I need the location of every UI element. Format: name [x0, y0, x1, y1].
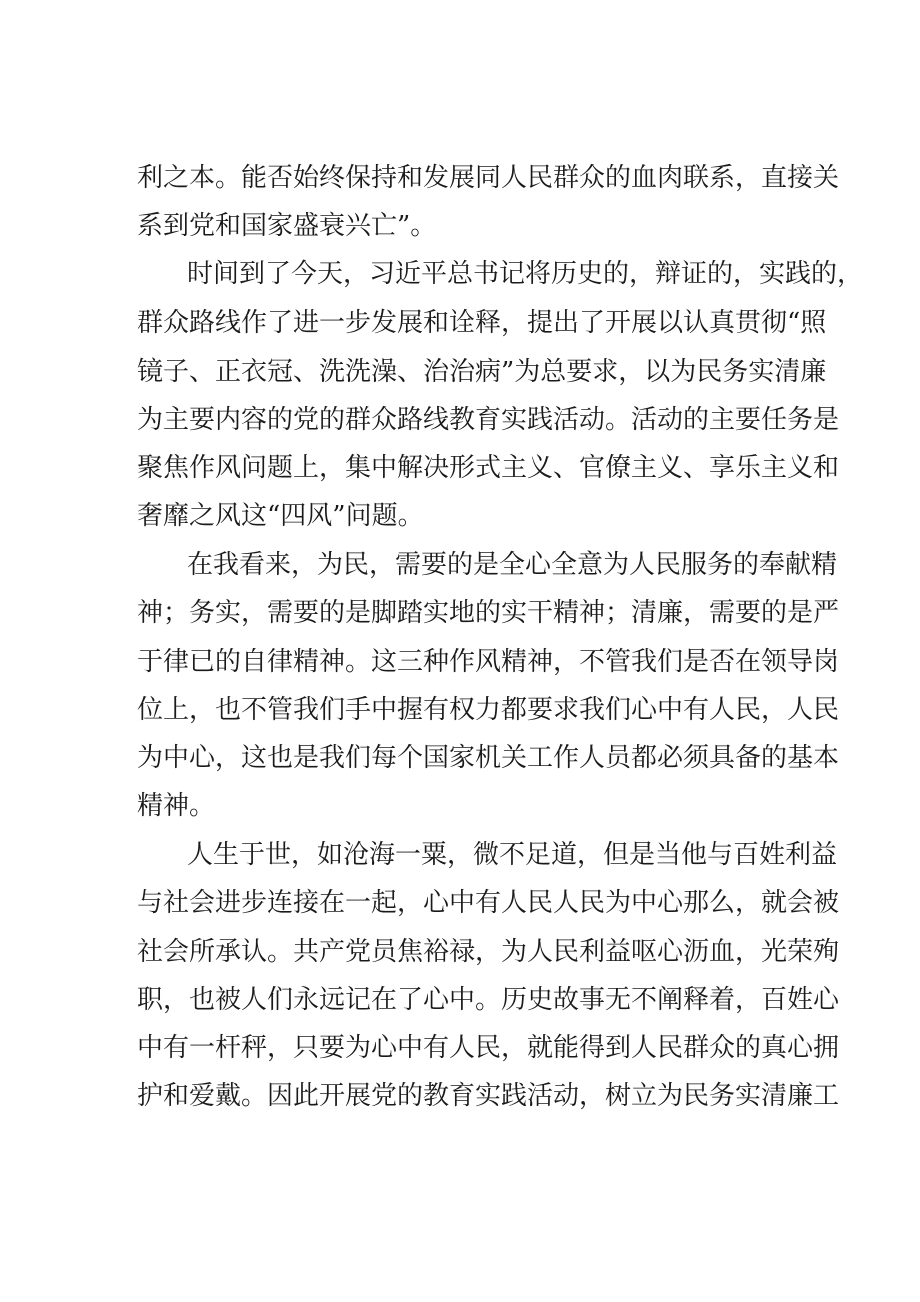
text-line	[0, 835, 920, 875]
line-text: 为主要内容的党的群众路线教育实践活动。活动的主要任务是	[137, 405, 840, 435]
line-text: 护和爱戴。因此开展党的教育实践活动，树立为民务实清廉工	[137, 1081, 840, 1111]
line-text: 社会所承认。共产党员焦裕禄，为人民利益呕心沥血，光荣殉	[137, 937, 840, 967]
text-line	[0, 400, 920, 440]
line-text: 聚焦作风问题上，集中解决形式主义、官僚主义、享乐主义和	[137, 453, 840, 483]
text-line	[0, 738, 920, 778]
text-line	[0, 1076, 920, 1116]
line-text: 职，也被人们永远记在了心中。历史故事无不阐释着，百姓心	[137, 985, 840, 1015]
line-text: 于律已的自律精神。这三种作风精神，不管我们是否在领导岗	[137, 647, 840, 677]
line-text: 人生于世，如沧海一粟，微不足道，但是当他与百姓利益	[187, 840, 838, 870]
line-text: 在我看来，为民，需要的是全心全意为人民服务的奉献精	[187, 550, 838, 580]
text-line	[0, 980, 920, 1020]
text-line	[0, 496, 920, 536]
line-text: 群众路线作了进一步发展和诠释，提出了开展以认真贯彻“照	[137, 308, 827, 338]
line-text: 精神。	[137, 791, 216, 821]
text-line	[0, 932, 920, 972]
text-line	[0, 254, 920, 294]
line-text: 时间到了今天，习近平总书记将历史的，辩证的，实践的，	[187, 259, 864, 289]
text-line	[0, 883, 920, 923]
text-line	[0, 786, 920, 826]
line-text: 为中心，这也是我们每个国家机关工作人员都必须具备的基本	[137, 743, 840, 773]
text-line	[0, 448, 920, 488]
text-line	[0, 690, 920, 730]
line-text: 位上，也不管我们手中握有权力都要求我们心中有人民，人民	[137, 695, 840, 725]
text-line	[0, 158, 920, 198]
text-line	[0, 352, 920, 392]
text-line	[0, 642, 920, 682]
line-text: 奢靡之风这“四风”问题。	[137, 501, 424, 531]
line-text: 中有一杆秤，只要为心中有人民，就能得到人民群众的真心拥	[137, 1033, 840, 1063]
line-text: 神；务实，需要的是脚踏实地的实干精神；清廉，需要的是严	[137, 598, 840, 628]
text-line	[0, 593, 920, 633]
text-line	[0, 206, 920, 246]
line-text: 与社会进步连接在一起，心中有人民人民为中心那么，就会被	[137, 888, 840, 918]
text-line	[0, 545, 920, 585]
line-text: 利之本。能否始终保持和发展同人民群众的血肉联系，直接关	[137, 163, 840, 193]
line-text: 镜子、正衣冠、洗洗澡、治治病”为总要求，以为民务实清廉	[137, 357, 827, 387]
text-line	[0, 303, 920, 343]
line-text: 系到党和国家盛衰兴亡”。	[137, 211, 437, 241]
text-line	[0, 1028, 920, 1068]
